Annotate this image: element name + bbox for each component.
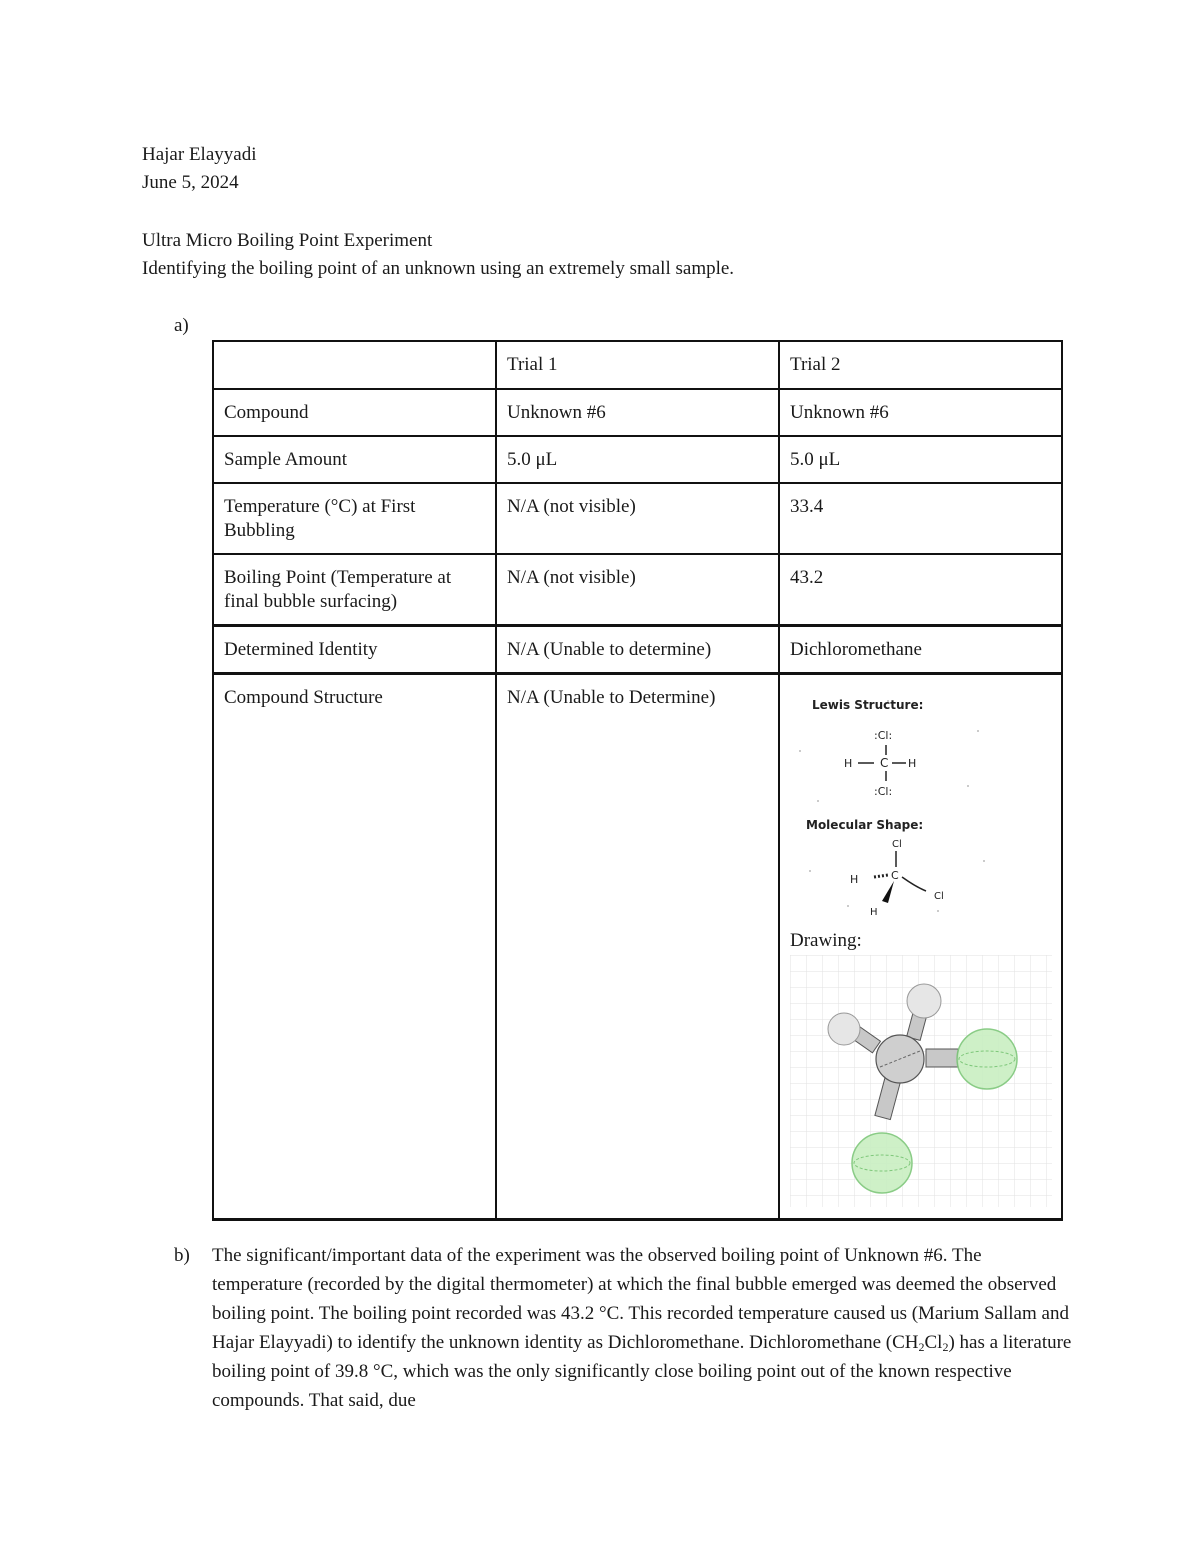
lewis-left-hydrogen: H [844, 757, 853, 770]
lewis-structure-sketch [788, 691, 994, 923]
shape-left-hydrogen: H [850, 873, 859, 886]
table-row [213, 674, 1062, 1220]
row-label: Determined Identity [213, 626, 496, 674]
drawing-label: Drawing: [790, 930, 862, 951]
trial-2-value: Dichloromethane [779, 626, 1062, 674]
part-b-text-3: ) has a literature boiling point of 39.8 °C, which was the only significantly close boiling point out of the known respective compounds. That said, due [212, 1332, 1072, 1411]
document-date: June 5, 2024 [142, 172, 239, 193]
table-row [213, 483, 1062, 554]
trial-2-value: 33.4 [779, 483, 1062, 554]
row-label: Sample Amount [213, 436, 496, 483]
header-cell-empty [213, 341, 496, 389]
table-row [213, 436, 1062, 483]
table-row [213, 554, 1062, 626]
part-a-marker: a) [174, 315, 189, 336]
trial-1-value: Unknown #6 [496, 389, 779, 436]
molecule-model-drawing [790, 955, 1052, 1207]
shape-right-chlorine: Cl [934, 891, 944, 902]
trial-2-value: 43.2 [779, 554, 1062, 626]
part-b-paragraph [212, 1241, 1072, 1415]
document-subtitle: Identifying the boiling point of an unknown using an extremely small sample. [142, 258, 735, 279]
trial-1-value: N/A (Unable to determine) [496, 626, 779, 674]
row-label: Boiling Point (Temperature at final bubble surfacing) [213, 554, 496, 626]
row-label: Temperature (°C) at First Bubbling [213, 483, 496, 554]
header-cell-trial-2: Trial 2 [779, 341, 1062, 389]
lewis-top-chlorine: :Cl: [874, 729, 893, 742]
shape-carbon: C [891, 869, 899, 882]
lewis-carbon: C [880, 756, 889, 770]
results-table [212, 340, 1063, 1221]
trial-1-value: N/A (not visible) [496, 554, 779, 626]
row-label: Compound Structure [213, 674, 496, 1220]
lewis-right-hydrogen: H [908, 757, 917, 770]
formula-subscript: 2 [942, 1340, 949, 1354]
shape-top-chlorine: Cl [892, 839, 902, 850]
shape-bottom-hydrogen: H [870, 907, 878, 918]
part-b-text-1: The significant/important data of the experiment was the observed boiling point of Unknown #6. The temperature (recorded by the digital thermometer) at which the final bubble emerged was deemed the observed boiling point. The boiling point recorded was 43.2 °C. This recorded temperature caused us (Marium Sallam and Hajar Elayyadi) to identify the unknown identity as Dichloromethane. Dichloromethane (CH [212, 1245, 1069, 1353]
table-header-row [213, 341, 1062, 389]
trial-1-value: N/A (not visible) [496, 483, 779, 554]
trial-1-value: N/A (Unable to Determine) [496, 674, 779, 1220]
row-label: Compound [213, 389, 496, 436]
part-b-marker: b) [174, 1245, 190, 1266]
lewis-bottom-chlorine: :Cl: [874, 785, 893, 798]
table-row [213, 389, 1062, 436]
trial-1-value: 5.0 μL [496, 436, 779, 483]
part-b-text-2: Cl [924, 1332, 943, 1353]
formula-subscript: 2 [918, 1340, 925, 1354]
shape-heading: Molecular Shape: [806, 818, 924, 832]
trial-2-structure-cell [779, 674, 1062, 1220]
author-name: Hajar Elayyadi [142, 144, 257, 165]
lewis-heading: Lewis Structure: [812, 698, 924, 712]
trial-2-value: 5.0 μL [779, 436, 1062, 483]
document-title: Ultra Micro Boiling Point Experiment [142, 230, 433, 251]
header-cell-trial-1: Trial 1 [496, 341, 779, 389]
table-row [213, 626, 1062, 674]
trial-2-value: Unknown #6 [779, 389, 1062, 436]
